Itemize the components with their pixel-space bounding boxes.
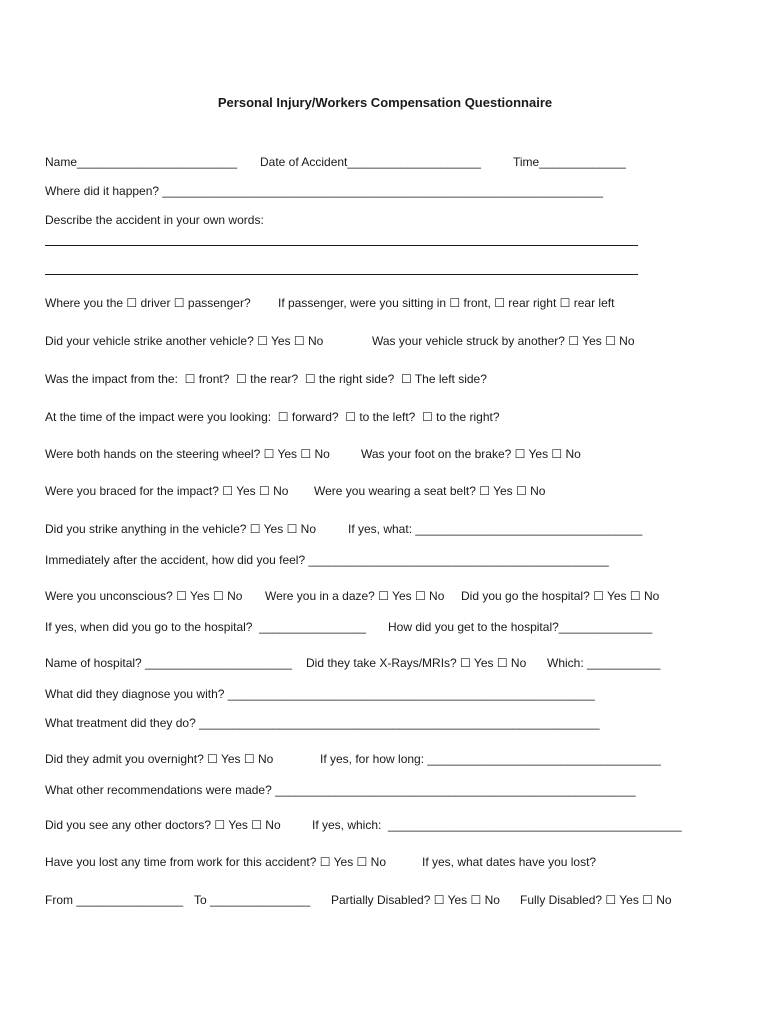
hands-on-wheel-question[interactable]: Were both hands on the steering wheel? ☐ Yes ☐ No [45,447,330,461]
struck-by-another-question[interactable]: Was your vehicle struck by another? ☐ Yes ☐ No [372,334,635,348]
diagnosis-field[interactable]: What did they diagnose you with? _______________________________________________________ [45,687,595,701]
admit-overnight-question[interactable]: Did they admit you overnight? ☐ Yes ☐ No [45,752,274,766]
foot-on-brake-question[interactable]: Was your foot on the brake? ☐ Yes ☐ No [361,447,581,461]
feel-after-field[interactable]: Immediately after the accident, how did you feel? _____________________________________________ [45,553,609,567]
to-date-field[interactable]: To _______________ [194,893,311,907]
which-doctors-field[interactable]: If yes, which: ____________________________________________ [312,818,682,832]
where-happened-field[interactable]: Where did it happen? __________________________________________________________________ [45,184,603,198]
name-field[interactable]: Name________________________ [45,155,238,169]
daze-question[interactable]: Were you in a daze? ☐ Yes ☐ No [265,589,445,603]
other-doctors-question[interactable]: Did you see any other doctors? ☐ Yes ☐ No [45,818,281,832]
date-of-accident-field[interactable]: Date of Accident____________________ [260,155,481,169]
strike-in-vehicle-question[interactable]: Did you strike anything in the vehicle? ☐ Yes ☐ No [45,522,316,536]
describe-accident-label: Describe the accident in your own words: [45,213,264,227]
partially-disabled-question[interactable]: Partially Disabled? ☐ Yes ☐ No [331,893,500,907]
strike-what-field[interactable]: If yes, what: __________________________________ [348,522,643,536]
describe-line-1[interactable] [45,245,638,246]
lost-dates-label: If yes, what dates have you lost? [422,855,597,869]
lost-time-question[interactable]: Have you lost any time from work for this accident? ☐ Yes ☐ No [45,855,386,869]
fully-disabled-question[interactable]: Fully Disabled? ☐ Yes ☐ No [520,893,672,907]
hospital-when-field[interactable]: If yes, when did you go to the hospital? ________________ [45,620,366,634]
describe-line-2[interactable] [45,274,638,275]
went-hospital-question[interactable]: Did you go the hospital? ☐ Yes ☐ No [461,589,660,603]
treatment-field[interactable]: What treatment did they do? ____________________________________________________________ [45,716,600,730]
hospital-name-field[interactable]: Name of hospital? ______________________ [45,656,292,670]
recommendations-field[interactable]: What other recommendations were made? ______________________________________________________ [45,783,636,797]
strike-another-question[interactable]: Did your vehicle strike another vehicle? ☐ Yes ☐ No [45,334,324,348]
seat-belt-question[interactable]: Were you wearing a seat belt? ☐ Yes ☐ No [314,484,546,498]
looking-direction-question[interactable]: At the time of the impact were you looking: ☐ forward? ☐ to the left? ☐ to the right? [45,410,500,424]
time-field[interactable]: Time_____________ [513,155,626,169]
which-xrays-field[interactable]: Which: ___________ [547,656,661,670]
impact-direction-question[interactable]: Was the impact from the: ☐ front? ☐ the rear? ☐ the right side? ☐ The left side? [45,372,487,386]
xrays-question[interactable]: Did they take X-Rays/MRIs? ☐ Yes ☐ No [306,656,527,670]
page-title: Personal Injury/Workers Compensation Questionnaire [217,95,553,110]
hospital-how-field[interactable]: How did you get to the hospital?______________ [388,620,653,634]
from-date-field[interactable]: From ________________ [45,893,184,907]
disability-row [45,892,672,972]
seat-position-question[interactable]: If passenger, were you sitting in ☐ front, ☐ rear right ☐ rear left [278,296,615,310]
unconscious-question[interactable]: Were you unconscious? ☐ Yes ☐ No [45,589,243,603]
admit-duration-field[interactable]: If yes, for how long: ___________________________________ [320,752,661,766]
braced-question[interactable]: Were you braced for the impact? ☐ Yes ☐ No [45,484,289,498]
driver-passenger-question[interactable]: Where you the ☐ driver ☐ passenger? [45,296,251,310]
